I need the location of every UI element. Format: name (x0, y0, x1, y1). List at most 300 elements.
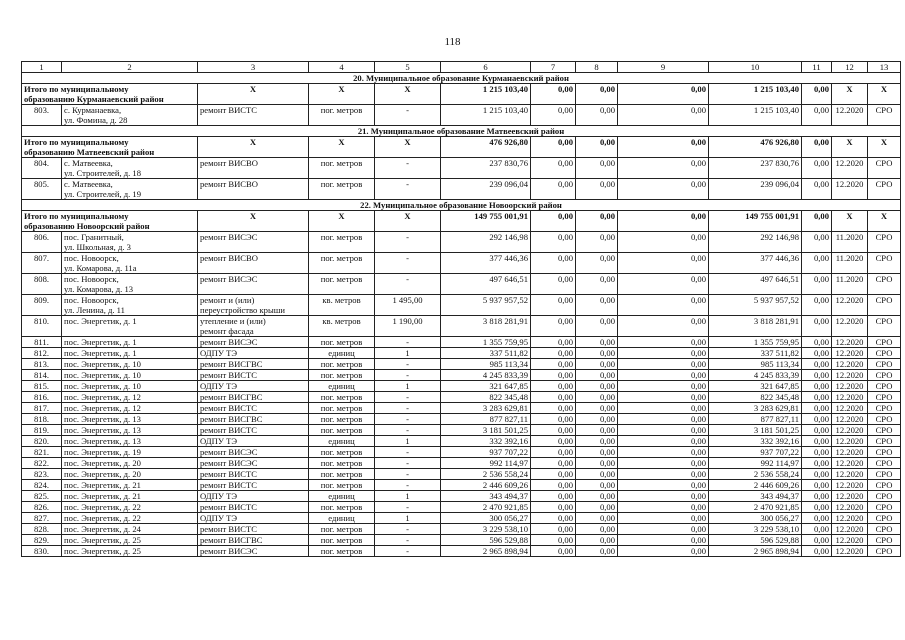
amount-cell: 0,00 (531, 348, 576, 359)
amount-cell: 0,00 (802, 480, 832, 491)
row-number: 827. (22, 513, 62, 524)
quantity-cell: - (375, 274, 441, 295)
amount-cell: 5 937 957,52 (709, 295, 802, 316)
quantity-cell: - (375, 105, 441, 126)
amount-cell: 0,00 (802, 370, 832, 381)
amount-cell: 0,00 (531, 546, 576, 557)
work-type-cell (198, 295, 309, 316)
address-cell-line-2: ул. Комарова, д. 13 (64, 284, 134, 294)
amount-cell: 0,00 (618, 502, 709, 513)
unit-cell: единиц (309, 513, 375, 524)
method-cell: X (868, 84, 901, 105)
amount-cell: 0,00 (531, 458, 576, 469)
amount-cell: 1 215 103,40 (709, 105, 802, 126)
work-type-cell-line-1: ремонт ВИСВО (200, 158, 258, 168)
amount-cell: 0,00 (802, 469, 832, 480)
amount-cell: 0,00 (802, 295, 832, 316)
amount-cell: 0,00 (576, 253, 618, 274)
unit-cell: единиц (309, 436, 375, 447)
table-row (22, 491, 901, 502)
amount-cell: 300 056,27 (441, 513, 531, 524)
work-type-cell: ремонт ВИСТС (198, 502, 309, 513)
amount-cell: 0,00 (802, 348, 832, 359)
col-number: 12 (832, 62, 868, 73)
work-type-cell: ОДПУ ТЭ (198, 513, 309, 524)
amount-cell: 2 965 898,94 (709, 546, 802, 557)
amount-cell: 0,00 (531, 370, 576, 381)
amount-cell: 0,00 (576, 458, 618, 469)
row-number: 810. (22, 316, 62, 337)
subtotal-row (22, 84, 901, 105)
method-cell: СРО (868, 480, 901, 491)
address-cell: пос. Энергетик, д. 1 (62, 348, 198, 359)
quantity-cell: - (375, 546, 441, 557)
amount-cell: 0,00 (618, 232, 709, 253)
method-cell: СРО (868, 458, 901, 469)
amount-cell: 0,00 (576, 392, 618, 403)
address-cell: пос. Энергетик, д. 1 (62, 337, 198, 348)
work-type-cell (198, 105, 309, 126)
amount-cell: 0,00 (531, 337, 576, 348)
method-cell: СРО (868, 359, 901, 370)
section-title: 20. Муниципальное образование Курманаевский район (22, 73, 901, 84)
amount-cell: 0,00 (531, 502, 576, 513)
page-number: 118 (444, 36, 461, 48)
amount-cell: 0,00 (531, 513, 576, 524)
address-cell-line-1: пос. Новоорск, (64, 295, 119, 305)
table-row (22, 447, 901, 458)
register-table-body (22, 62, 901, 557)
amount-cell: 0,00 (576, 105, 618, 126)
work-type-cell: ремонт ВИСГВС (198, 359, 309, 370)
quantity-cell: - (375, 414, 441, 425)
amount-cell: 0,00 (618, 535, 709, 546)
method-cell: СРО (868, 295, 901, 316)
amount-cell: 239 096,04 (709, 179, 802, 200)
amount-cell: 1 215 103,40 (441, 84, 531, 105)
amount-cell: 0,00 (802, 458, 832, 469)
amount-cell: 0,00 (576, 158, 618, 179)
deadline-cell: 12.2020 (832, 436, 868, 447)
table-row (22, 295, 901, 316)
table-row (22, 403, 901, 414)
address-cell: пос. Энергетик, д. 10 (62, 359, 198, 370)
amount-cell: 0,00 (802, 179, 832, 200)
method-cell: СРО (868, 392, 901, 403)
section-header-row (22, 126, 901, 137)
amount-cell: 0,00 (576, 491, 618, 502)
amount-cell: 3 181 501,25 (709, 425, 802, 436)
section-title: 21. Муниципальное образование Матвеевский район (22, 126, 901, 137)
work-type-cell (198, 274, 309, 295)
amount-cell: 822 345,48 (441, 392, 531, 403)
address-cell: пос. Энергетик, д. 13 (62, 425, 198, 436)
deadline-cell: 12.2020 (832, 105, 868, 126)
work-type-cell-line-1: ремонт ВИСВО (200, 179, 258, 189)
amount-cell: 0,00 (576, 425, 618, 436)
work-type-cell-line-1: ремонт ВИСТС (200, 105, 258, 115)
quantity-cell: - (375, 158, 441, 179)
address-cell: пос. Энергетик, д. 22 (62, 502, 198, 513)
address-cell (62, 232, 198, 253)
method-cell: СРО (868, 513, 901, 524)
quantity-cell: - (375, 502, 441, 513)
amount-cell: 497 646,51 (441, 274, 531, 295)
amount-cell: 3 818 281,91 (709, 316, 802, 337)
quantity-cell: - (375, 403, 441, 414)
amount-cell: 149 755 001,91 (441, 211, 531, 232)
method-cell: СРО (868, 535, 901, 546)
quantity-cell: - (375, 469, 441, 480)
amount-cell: 0,00 (576, 403, 618, 414)
unit-cell: единиц (309, 348, 375, 359)
amount-cell: 877 827,11 (441, 414, 531, 425)
address-cell: пос. Энергетик, д. 12 (62, 403, 198, 414)
address-cell (62, 274, 198, 295)
unit-cell: пог. метров (309, 179, 375, 200)
method-cell: СРО (868, 436, 901, 447)
col-number: 2 (62, 62, 198, 73)
amount-cell: 0,00 (618, 425, 709, 436)
amount-cell: 292 146,98 (441, 232, 531, 253)
table-row (22, 337, 901, 348)
amount-cell: 0,00 (576, 447, 618, 458)
amount-cell: 0,00 (802, 425, 832, 436)
deadline-cell: 12.2020 (832, 502, 868, 513)
address-cell: пос. Энергетик, д. 25 (62, 546, 198, 557)
deadline-cell: 12.2020 (832, 316, 868, 337)
amount-cell: 343 494,37 (441, 491, 531, 502)
column-number-row (22, 62, 901, 73)
amount-cell: 0,00 (618, 480, 709, 491)
row-number: 813. (22, 359, 62, 370)
amount-cell: 0,00 (531, 158, 576, 179)
table-row (22, 232, 901, 253)
quantity-cell: 1 495,00 (375, 295, 441, 316)
method-cell: СРО (868, 253, 901, 274)
quantity-cell: X (375, 84, 441, 105)
amount-cell: 0,00 (618, 316, 709, 337)
amount-cell: 0,00 (618, 436, 709, 447)
unit-cell: пог. метров (309, 105, 375, 126)
row-number: 814. (22, 370, 62, 381)
section-header-row (22, 73, 901, 84)
address-cell-line-2: ул. Строителей, д. 18 (64, 168, 142, 178)
method-cell: СРО (868, 425, 901, 436)
work-type-cell: ремонт ВИСТС (198, 469, 309, 480)
table-row (22, 425, 901, 436)
method-cell: СРО (868, 337, 901, 348)
amount-cell: 332 392,16 (709, 436, 802, 447)
work-type-cell: ремонт ВИСЭС (198, 337, 309, 348)
address-cell: пос. Энергетик, д. 22 (62, 513, 198, 524)
table-row (22, 316, 901, 337)
address-cell: пос. Энергетик, д. 10 (62, 370, 198, 381)
row-number: 803. (22, 105, 62, 126)
work-type-cell: ремонт ВИСТС (198, 524, 309, 535)
address-cell: пос. Энергетик, д. 24 (62, 524, 198, 535)
method-cell: СРО (868, 232, 901, 253)
amount-cell: 5 937 957,52 (441, 295, 531, 316)
amount-cell: 0,00 (618, 84, 709, 105)
amount-cell: 0,00 (531, 447, 576, 458)
col-number: 1 (22, 62, 62, 73)
work-type-cell: ремонт ВИСЭС (198, 458, 309, 469)
work-type-cell-line-2: переустройство крыши (200, 305, 285, 315)
quantity-cell: 1 190,00 (375, 316, 441, 337)
work-type-cell (198, 158, 309, 179)
col-number: 6 (441, 62, 531, 73)
work-type-cell: ремонт ВИСЭС (198, 546, 309, 557)
quantity-cell: - (375, 359, 441, 370)
method-cell: СРО (868, 491, 901, 502)
address-cell-line-1: пос. Новоорск, (64, 274, 119, 284)
amount-cell: 0,00 (802, 392, 832, 403)
amount-cell: 0,00 (618, 524, 709, 535)
unit-cell: пог. метров (309, 447, 375, 458)
amount-cell: 0,00 (576, 381, 618, 392)
amount-cell: 2 965 898,94 (441, 546, 531, 557)
amount-cell: 0,00 (531, 105, 576, 126)
method-cell: СРО (868, 316, 901, 337)
unit-cell: X (309, 211, 375, 232)
quantity-cell: - (375, 370, 441, 381)
amount-cell: 2 470 921,85 (709, 502, 802, 513)
amount-cell: 0,00 (618, 392, 709, 403)
amount-cell: 3 283 629,81 (441, 403, 531, 414)
address-cell-line-2: ул. Школьная, д. 3 (64, 242, 131, 252)
quantity-cell: - (375, 253, 441, 274)
amount-cell: 0,00 (531, 491, 576, 502)
amount-cell: 0,00 (802, 316, 832, 337)
method-cell: СРО (868, 447, 901, 458)
method-cell: СРО (868, 502, 901, 513)
amount-cell: 0,00 (618, 211, 709, 232)
amount-cell: 2 446 609,26 (709, 480, 802, 491)
method-cell: СРО (868, 158, 901, 179)
address-cell-line-1: с. Курманаевка, (64, 105, 122, 115)
amount-cell: 0,00 (618, 403, 709, 414)
unit-cell: пог. метров (309, 524, 375, 535)
amount-cell: 1 355 759,95 (709, 337, 802, 348)
amount-cell: 0,00 (531, 469, 576, 480)
deadline-cell: 12.2020 (832, 392, 868, 403)
amount-cell: 0,00 (802, 502, 832, 513)
deadline-cell: 11.2020 (832, 232, 868, 253)
amount-cell: 0,00 (576, 502, 618, 513)
work-type-cell-line-1: ремонт ВИСВО (200, 253, 258, 263)
amount-cell: 0,00 (802, 137, 832, 158)
amount-cell: 596 529,88 (709, 535, 802, 546)
amount-cell: 4 245 833,39 (441, 370, 531, 381)
address-cell: пос. Энергетик, д. 20 (62, 469, 198, 480)
table-row (22, 158, 901, 179)
work-type-cell: ремонт ВИСГВС (198, 392, 309, 403)
quantity-cell: X (375, 137, 441, 158)
address-cell-line-2: ул. Комарова, д. 11а (64, 263, 137, 273)
col-number: 8 (576, 62, 618, 73)
address-cell: пос. Энергетик, д. 13 (62, 436, 198, 447)
deadline-cell: 12.2020 (832, 348, 868, 359)
col-number: 3 (198, 62, 309, 73)
address-cell-line-1: пос. Гранитный, (64, 232, 124, 242)
work-type-cell-line-1: ремонт ВИСЭС (200, 232, 258, 242)
unit-cell: пог. метров (309, 403, 375, 414)
subtotal-label (22, 84, 198, 105)
address-cell-line-1: пос. Энергетик, д. 1 (64, 316, 137, 326)
table-row (22, 524, 901, 535)
work-type-cell: ремонт ВИСГВС (198, 414, 309, 425)
quantity-cell: 1 (375, 348, 441, 359)
amount-cell: 3 229 538,10 (709, 524, 802, 535)
section-title: 22. Муниципальное образование Новоорский район (22, 200, 901, 211)
quantity-cell: 1 (375, 436, 441, 447)
amount-cell: 0,00 (531, 274, 576, 295)
table-row (22, 392, 901, 403)
amount-cell: 0,00 (618, 469, 709, 480)
deadline-cell: X (832, 137, 868, 158)
work-type-cell-line-1: ремонт и (или) (200, 295, 255, 305)
address-cell-line-2: ул. Строителей, д. 19 (64, 189, 142, 199)
amount-cell: 877 827,11 (709, 414, 802, 425)
deadline-cell: 11.2020 (832, 253, 868, 274)
row-number: 830. (22, 546, 62, 557)
amount-cell: 343 494,37 (709, 491, 802, 502)
quantity-cell: 1 (375, 513, 441, 524)
deadline-cell: 12.2020 (832, 480, 868, 491)
col-number: 10 (709, 62, 802, 73)
section-header-row (22, 200, 901, 211)
table-row (22, 179, 901, 200)
amount-cell: 0,00 (531, 381, 576, 392)
unit-cell: пог. метров (309, 458, 375, 469)
row-number: 808. (22, 274, 62, 295)
unit-cell: X (309, 84, 375, 105)
deadline-cell: 12.2020 (832, 370, 868, 381)
table-row (22, 513, 901, 524)
subtotal-label-line-1: Итого по муниципальному (24, 137, 129, 147)
deadline-cell: 12.2020 (832, 535, 868, 546)
unit-cell: пог. метров (309, 274, 375, 295)
amount-cell: 4 245 833,39 (709, 370, 802, 381)
amount-cell: 0,00 (531, 211, 576, 232)
amount-cell: 0,00 (576, 469, 618, 480)
deadline-cell: 12.2020 (832, 513, 868, 524)
amount-cell: 0,00 (802, 232, 832, 253)
amount-cell: 0,00 (531, 524, 576, 535)
quantity-cell: - (375, 232, 441, 253)
unit-cell: X (309, 137, 375, 158)
work-type-cell (198, 232, 309, 253)
unit-cell: пог. метров (309, 469, 375, 480)
amount-cell: 0,00 (618, 546, 709, 557)
amount-cell: 0,00 (618, 105, 709, 126)
amount-cell: 0,00 (618, 137, 709, 158)
method-cell: СРО (868, 105, 901, 126)
table-row (22, 535, 901, 546)
table-row (22, 414, 901, 425)
method-cell: СРО (868, 414, 901, 425)
deadline-cell: 12.2020 (832, 381, 868, 392)
amount-cell: 0,00 (618, 253, 709, 274)
amount-cell: 0,00 (576, 274, 618, 295)
method-cell: X (868, 137, 901, 158)
amount-cell: 0,00 (802, 105, 832, 126)
deadline-cell: 12.2020 (832, 546, 868, 557)
work-type-cell: ОДПУ ТЭ (198, 348, 309, 359)
amount-cell: 0,00 (802, 211, 832, 232)
table-row (22, 480, 901, 491)
table-row (22, 436, 901, 447)
row-number: 815. (22, 381, 62, 392)
quantity-cell: - (375, 425, 441, 436)
amount-cell: 0,00 (576, 137, 618, 158)
amount-cell: 1 355 759,95 (441, 337, 531, 348)
work-type-cell: X (198, 211, 309, 232)
amount-cell: 237 830,76 (441, 158, 531, 179)
amount-cell: 0,00 (576, 535, 618, 546)
row-number: 807. (22, 253, 62, 274)
amount-cell: 937 707,22 (709, 447, 802, 458)
row-number: 823. (22, 469, 62, 480)
amount-cell: 0,00 (802, 253, 832, 274)
amount-cell: 0,00 (531, 359, 576, 370)
address-cell: пос. Энергетик, д. 12 (62, 392, 198, 403)
amount-cell: 337 511,82 (441, 348, 531, 359)
unit-cell: пог. метров (309, 392, 375, 403)
amount-cell: 0,00 (802, 491, 832, 502)
amount-cell: 0,00 (618, 274, 709, 295)
amount-cell: 0,00 (576, 179, 618, 200)
amount-cell: 985 113,34 (441, 359, 531, 370)
amount-cell: 0,00 (576, 524, 618, 535)
amount-cell: 300 056,27 (709, 513, 802, 524)
amount-cell: 0,00 (618, 179, 709, 200)
amount-cell: 3 283 629,81 (709, 403, 802, 414)
deadline-cell: 11.2020 (832, 274, 868, 295)
amount-cell: 1 215 103,40 (441, 105, 531, 126)
amount-cell: 0,00 (576, 337, 618, 348)
amount-cell: 0,00 (531, 403, 576, 414)
address-cell (62, 295, 198, 316)
amount-cell: 0,00 (802, 337, 832, 348)
amount-cell: 0,00 (531, 253, 576, 274)
amount-cell: 937 707,22 (441, 447, 531, 458)
deadline-cell: 12.2020 (832, 337, 868, 348)
amount-cell: 0,00 (618, 491, 709, 502)
amount-cell: 337 511,82 (709, 348, 802, 359)
deadline-cell: 12.2020 (832, 524, 868, 535)
deadline-cell: X (832, 211, 868, 232)
amount-cell: 0,00 (618, 447, 709, 458)
subtotal-row (22, 137, 901, 158)
amount-cell: 0,00 (576, 370, 618, 381)
address-cell-line-1: с. Матвеевка, (64, 179, 113, 189)
amount-cell: 0,00 (576, 436, 618, 447)
subtotal-row (22, 211, 901, 232)
amount-cell: 377 446,36 (441, 253, 531, 274)
amount-cell: 0,00 (802, 436, 832, 447)
table-row (22, 381, 901, 392)
row-number: 822. (22, 458, 62, 469)
amount-cell: 3 818 281,91 (441, 316, 531, 337)
unit-cell: пог. метров (309, 535, 375, 546)
address-cell (62, 316, 198, 337)
deadline-cell: 12.2020 (832, 491, 868, 502)
table-row (22, 370, 901, 381)
amount-cell: 0,00 (531, 232, 576, 253)
quantity-cell: X (375, 211, 441, 232)
